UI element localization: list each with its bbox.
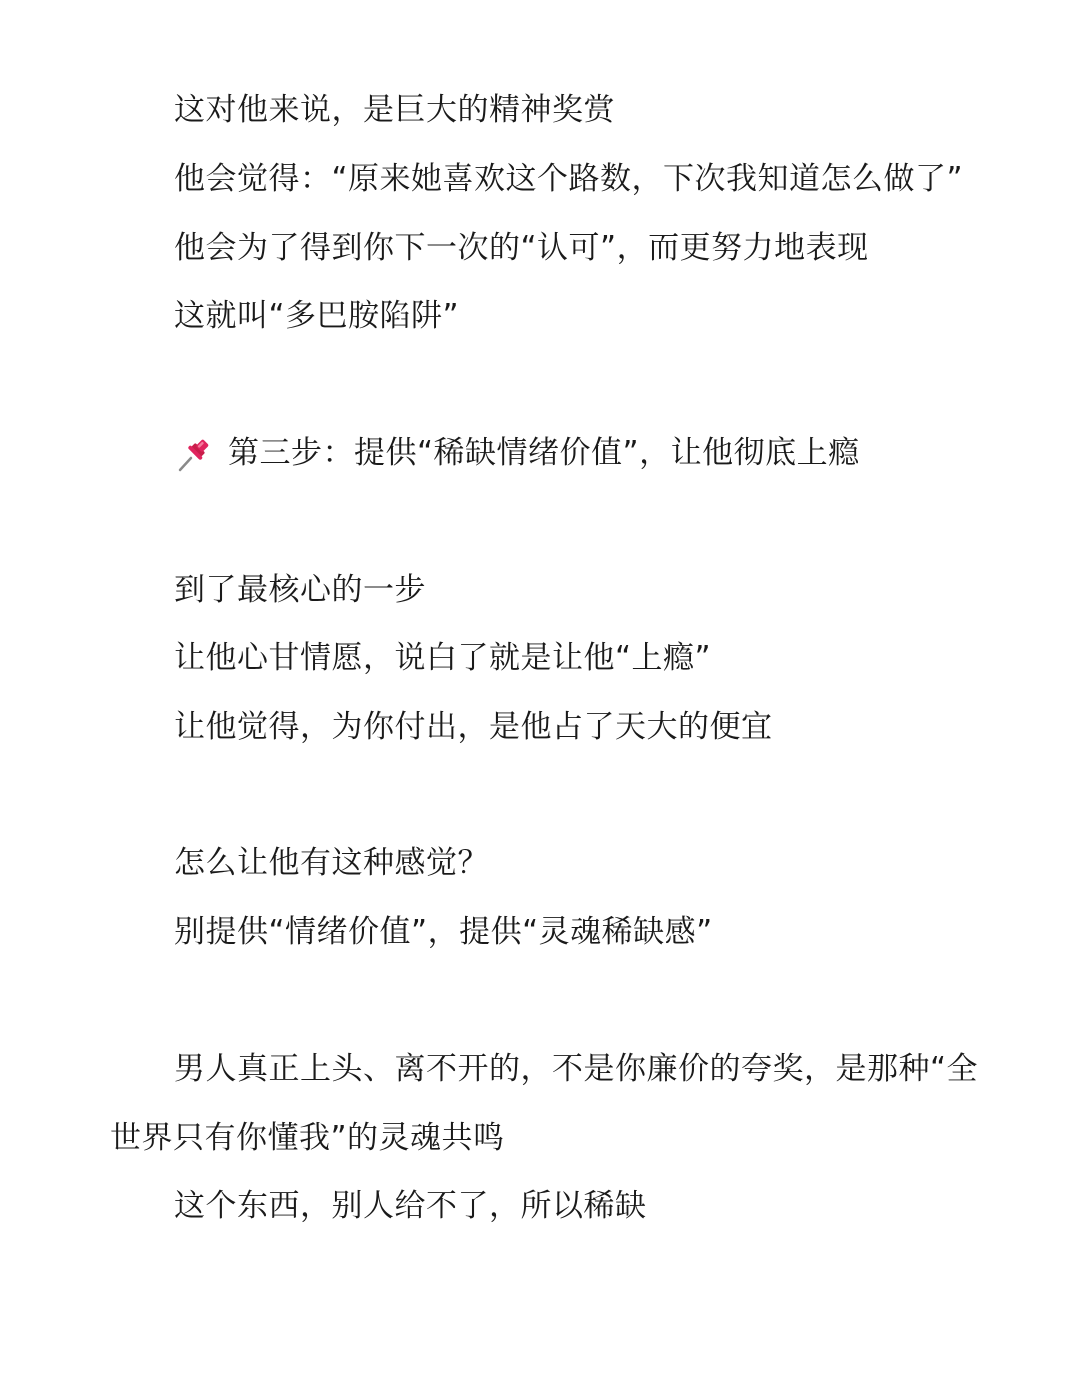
- paragraph-line: 他会觉得：“原来她喜欢这个路数，下次我知道怎么做了”: [174, 161, 964, 197]
- paragraph-line: 这个东西，别人给不了，所以稀缺: [174, 1188, 647, 1224]
- paragraph-line: 怎么让他有这种感觉？: [174, 845, 489, 881]
- paragraph-line: 他会为了得到你下一次的“认可”，而更努力地表现: [174, 230, 869, 266]
- section-heading: 第三步：提供“稀缺情绪价值”，让他彻底上瘾: [228, 435, 860, 471]
- pushpin-icon: [172, 436, 212, 476]
- paragraph-line: 让他觉得，为你付出，是他占了天大的便宜: [174, 709, 773, 745]
- paragraph-line: 男人真正上头、离不开的，不是你廉价的夸奖，是那种“全: [174, 1051, 979, 1087]
- paragraph-line: 别提供“情绪价值”，提供“灵魂稀缺感”: [174, 914, 713, 950]
- paragraph-line: 让他心甘情愿，说白了就是让他“上瘾”: [174, 640, 712, 676]
- paragraph-line: 这就叫“多巴胺陷阱”: [174, 298, 460, 334]
- paragraph-line: 世界只有你懂我”的灵魂共鸣: [110, 1120, 505, 1156]
- paragraph-line: 到了最核心的一步: [174, 572, 426, 608]
- paragraph-line: 这对他来说，是巨大的精神奖赏: [174, 92, 615, 128]
